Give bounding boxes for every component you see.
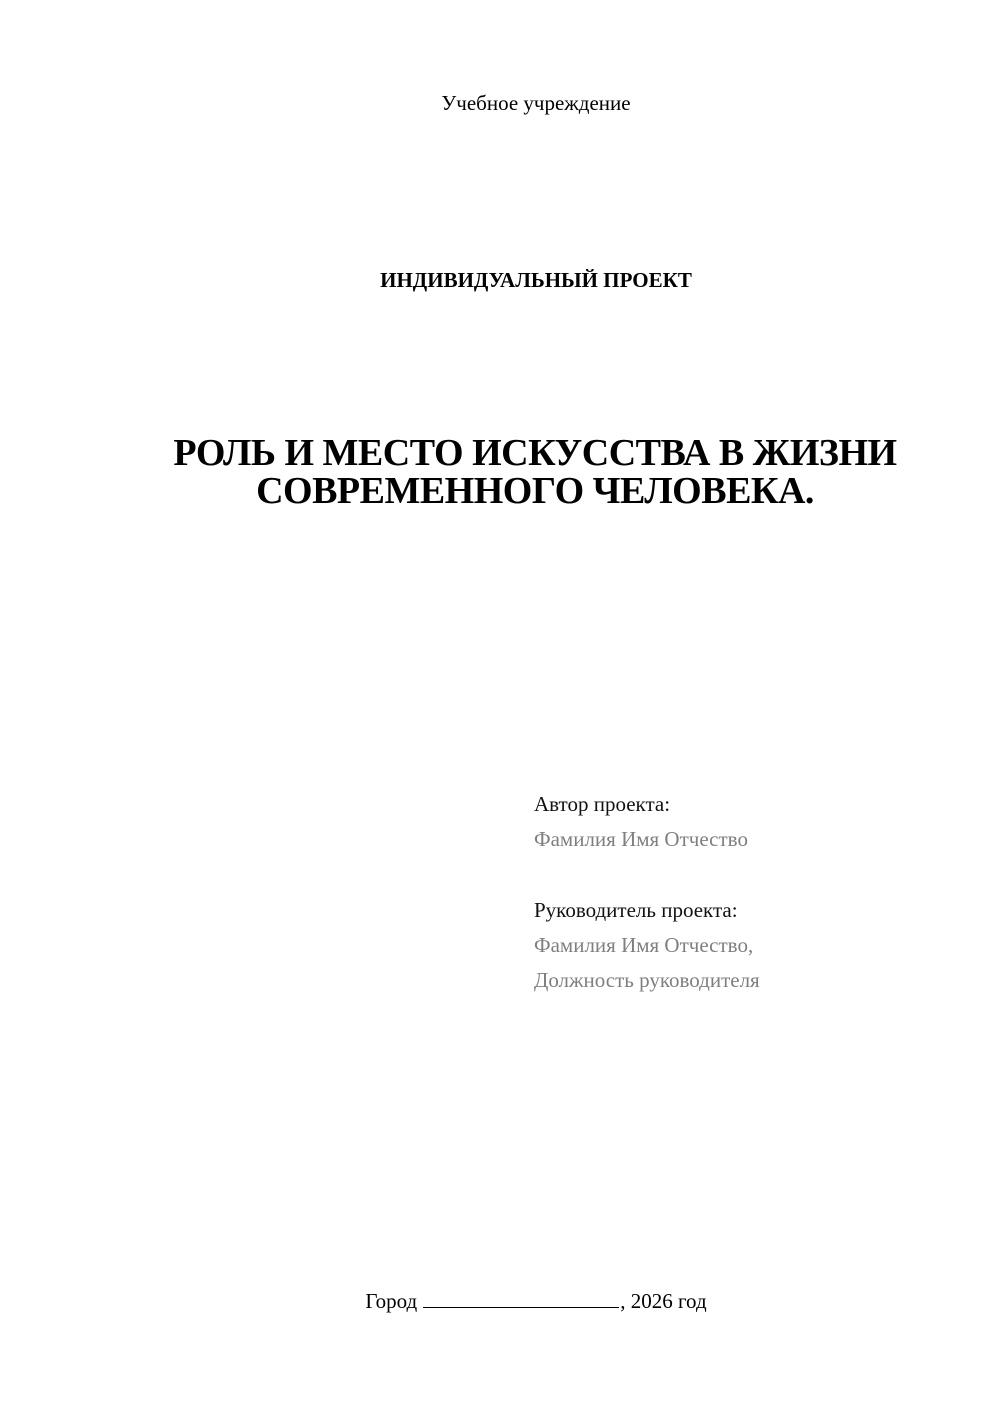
city-year-line: [0, 1289, 1000, 1314]
project-title-line-1: РОЛЬ И МЕСТО ИСКУССТВА В ЖИЗНИ: [173, 432, 897, 474]
project-title: [130, 434, 940, 510]
supervisor-label: Руководитель проекта:: [534, 898, 738, 922]
year-text: , 2026 год: [620, 1289, 707, 1313]
project-title-line-2: СОВРЕМЕННОГО ЧЕЛОВЕКА.: [256, 470, 814, 512]
supervisor-position-placeholder: Должность руководителя: [534, 968, 760, 992]
author-name-placeholder: Фамилия Имя Отчество: [534, 827, 748, 851]
author-label: Автор проекта:: [534, 792, 671, 816]
supervisor-name-placeholder: Фамилия Имя Отчество,: [534, 933, 754, 957]
city-blank-line: [423, 1289, 619, 1308]
project-type-heading: ИНДИВИДУАЛЬНЫЙ ПРОЕКТ: [380, 268, 692, 292]
institution-name: Учебное учреждение: [441, 91, 631, 115]
city-label: Город: [365, 1289, 418, 1313]
